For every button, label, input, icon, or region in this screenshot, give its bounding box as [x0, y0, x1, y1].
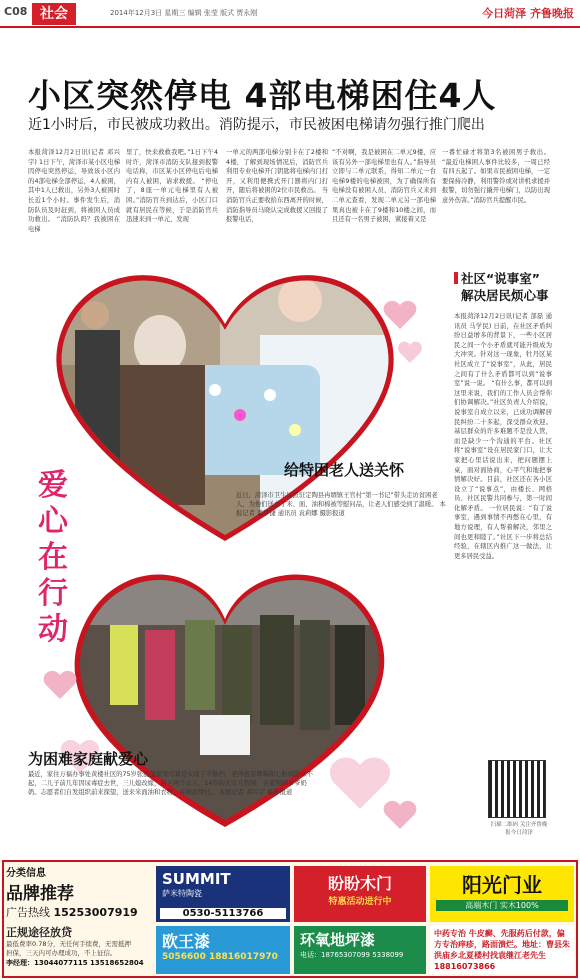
side-story-title — [454, 270, 549, 304]
summit-phone: 0530-5113766 — [160, 908, 286, 919]
loan-line1: 最低费率0.78分，无任何手续费，无需抵押 — [6, 940, 131, 948]
door-promo: 特惠活动进行中 — [328, 897, 392, 907]
page-number: C08 — [4, 5, 28, 18]
ad-sunshine-door[interactable] — [430, 866, 574, 922]
article-col-3: 一单元的两部电梯分别卡在了2楼和4楼，了解到现场情况后，消防官兵利用专业电梯开门钥匙将电梯内门打开，又利用便携式开门器将内门打开，随后将被困的2位市民救出。 当消防官兵正要收拾东西离开的时候，消防指导员马晓认完成救援又回报了报警电话， — [226, 149, 328, 224]
ad-medicine[interactable] — [430, 926, 574, 974]
loan-line2: 担保，三天内可办理成功，不上征信。 — [6, 949, 117, 957]
side-title-line1: 社区“说事室” — [461, 271, 540, 286]
summit-brand: SUMMIT — [162, 870, 231, 888]
small-heart-icon — [330, 758, 390, 809]
ad-classifieds[interactable] — [6, 864, 152, 924]
ad-floor-paint[interactable] — [294, 926, 426, 974]
ad-summit[interactable] — [156, 866, 290, 922]
med-text: 中药专治 牛皮癣、先服药后付款，偏方专治痒疹，路面溃烂。地址：曹县朱洪庙乡北夏楼村找袁继江老先生 18816073866 — [434, 929, 570, 971]
issue-meta: 2014年12月3日 星期三 编辑 张莹 版式 贾永刚 — [110, 9, 258, 17]
title-bar-icon — [454, 272, 458, 284]
ow-phone: 5056600 18816017970 — [162, 952, 278, 962]
article-col-2: 里了，快来救救我吧。”1日下午4时许，菏泽市消防支队接到报警电话称，市区某小区停电后电梯内有人被困，请求救援。 “停电了，8座一单元电梯里有人被困。”消防官兵到达后，小区门口就有居民在等候，于是消防官兵迅速来到一单元，发现 — [126, 149, 218, 224]
floor-name: 环氧地坪漆 — [300, 931, 376, 949]
article-col-5: 一番忙碌才将第3名被困男子救出。 “最近电梯困人事件比较多，一周已经有四五起了。如果市民被困电梯，一定要保持冷静，利用警铃或对讲机求援并报警，切勿强行撬开电梯门，以防出现意外伤害。”消防官兵提醒市民。 — [442, 149, 550, 204]
ad-panpan-door[interactable] — [294, 866, 426, 922]
floor-phone: 电话：18765307099 5338099 — [300, 951, 404, 959]
newspaper-brand: 今日菏泽 齐鲁晚报 — [482, 7, 574, 20]
loan-phone: 李经理：13044077115 13518652804 — [6, 959, 144, 967]
classifieds-label: 分类信息 — [6, 868, 46, 879]
photo2-caption: 为困难家庭献爱心 — [28, 750, 149, 768]
classifieds-title: 品牌推荐 — [6, 884, 74, 904]
side-title-line2: 解决居民烦心事 — [461, 288, 549, 303]
photo1-caption: 给特困老人送关怀 — [284, 461, 405, 479]
small-heart-icon — [44, 671, 77, 699]
side-story-body: 本报菏泽12月2日讯(记者 部磊 通讯员 马学民) 日前，在社区矛盾纠纷日益增多的背景下，一些小区居民之间一个小矛盾就可能升级成为大冲突。针对这一现象，牡丹区某社区成立了“说事室”，从此，居民之间有了什么矛盾都可以到“说事室”说一说。 “有什么事，都可以到这里来说，我们的工作人员会帮你们协调解决。”社区负责人介绍说，说事室自成立以来，已成功调解居民纠纷二十多起，深受群众欢迎。 基层群众的许多难题不是没人管，而是缺少一个沟通的平台。社区将“说事室”设在居民家门口，让大家把心里话说出来，把问题摆上桌，面对面协商，心平气和地把事情解决好。目前，社区还在各小区设立了“说事点”，由楼长、网格员、社区民警共同参与，第一时间化解矛盾。 一位居民说：“有了说事室，遇到事情不再憋在心里，有地方说理，有人帮着解决，邻里之间也更和睦了。”社区下一步将总结经验，在辖区内推广这一做法，让更多居民受益。 — [454, 313, 552, 560]
small-heart-icon — [384, 801, 417, 829]
main-headline: 小区突然停电 4部电梯困住4人 — [28, 76, 497, 115]
door-name: 盼盼木门 — [327, 874, 392, 893]
loan-title: 正规途径放贷 — [6, 926, 72, 939]
qr-caption: 扫描二维码 关注齐鲁晚报今日菏泽 — [490, 822, 548, 836]
small-heart-icon — [398, 342, 422, 363]
photo1-text: 近日，菏泽市卫生局派驻定陶县冉堌镇王官村“第一书记”带头走访贫困老人，为他们送去了米、面、油和棉被等慰问品，让老人们感受到了温暖。 本报记者 董梦捷 通讯员 袁莉娜 摄影报道 — [236, 492, 446, 517]
sun-sub: 高端木门 实木100% — [436, 900, 568, 911]
ow-name: 欧王漆 — [162, 932, 211, 951]
hotline-number: 15253007919 — [53, 906, 138, 919]
ad-loan[interactable] — [6, 924, 152, 976]
hotline-label: 广告热线 — [6, 906, 50, 919]
sun-name: 阳光门业 — [462, 873, 542, 897]
photo2-text: 最近，家住万福办事处黄楼社区的75岁张霞莲家里可算是实现了不断档，老伴患有哮喘和心脏病卧床不起，二儿子前几年因尿毒症去世，三儿媳改嫁，留下两个女儿，14岁的大女儿智障，在家照顾爷爷奶奶。志愿者们自发组织前来探望，送来米面油和衣物，并捐款帮扶。 本报记者 邓兴宇 摄影报道 — [28, 771, 314, 796]
page-header — [0, 0, 580, 28]
article-col-4: “不对啊，我是被困在二单元9楼，应该有另外一部电梯里也有人。”指导员立即与二单元联系，得知二单元一台电梯9楼的电梯被困，为了确保所有电梯没有被困人员，消防官兵又来到二单元查看，发现二单元另一部电梯果真也被卡在了9楼和10楼之间，而且还有一名男子被困，紧接着又是 — [332, 149, 436, 224]
summit-name: 萨米特陶瓷 — [162, 889, 202, 898]
section-label[interactable]: 社会 — [32, 3, 76, 25]
slogan-vertical: 爱心在行动 — [38, 468, 68, 647]
article-col-1: 本报菏泽12月2日讯(记者 邓兴宇) 1日下午，菏泽市某小区电梯因停电突然停运，导致该小区内的4部电梯全部停运，4人被困，其中1人已救出，另外3人被困时长近1个小时。事件发生后，消防队员及时赶到，将被困人员成功救出。 “消防队吗？我被困在电梯 — [28, 149, 120, 233]
ad-ouwang-paint[interactable] — [156, 926, 290, 974]
small-heart-icon — [384, 301, 417, 329]
main-subhead: 近1小时后，市民被成功救出。消防提示，市民被困电梯请勿强行推门爬出 — [28, 117, 485, 133]
qr-code-icon[interactable] — [488, 760, 546, 818]
